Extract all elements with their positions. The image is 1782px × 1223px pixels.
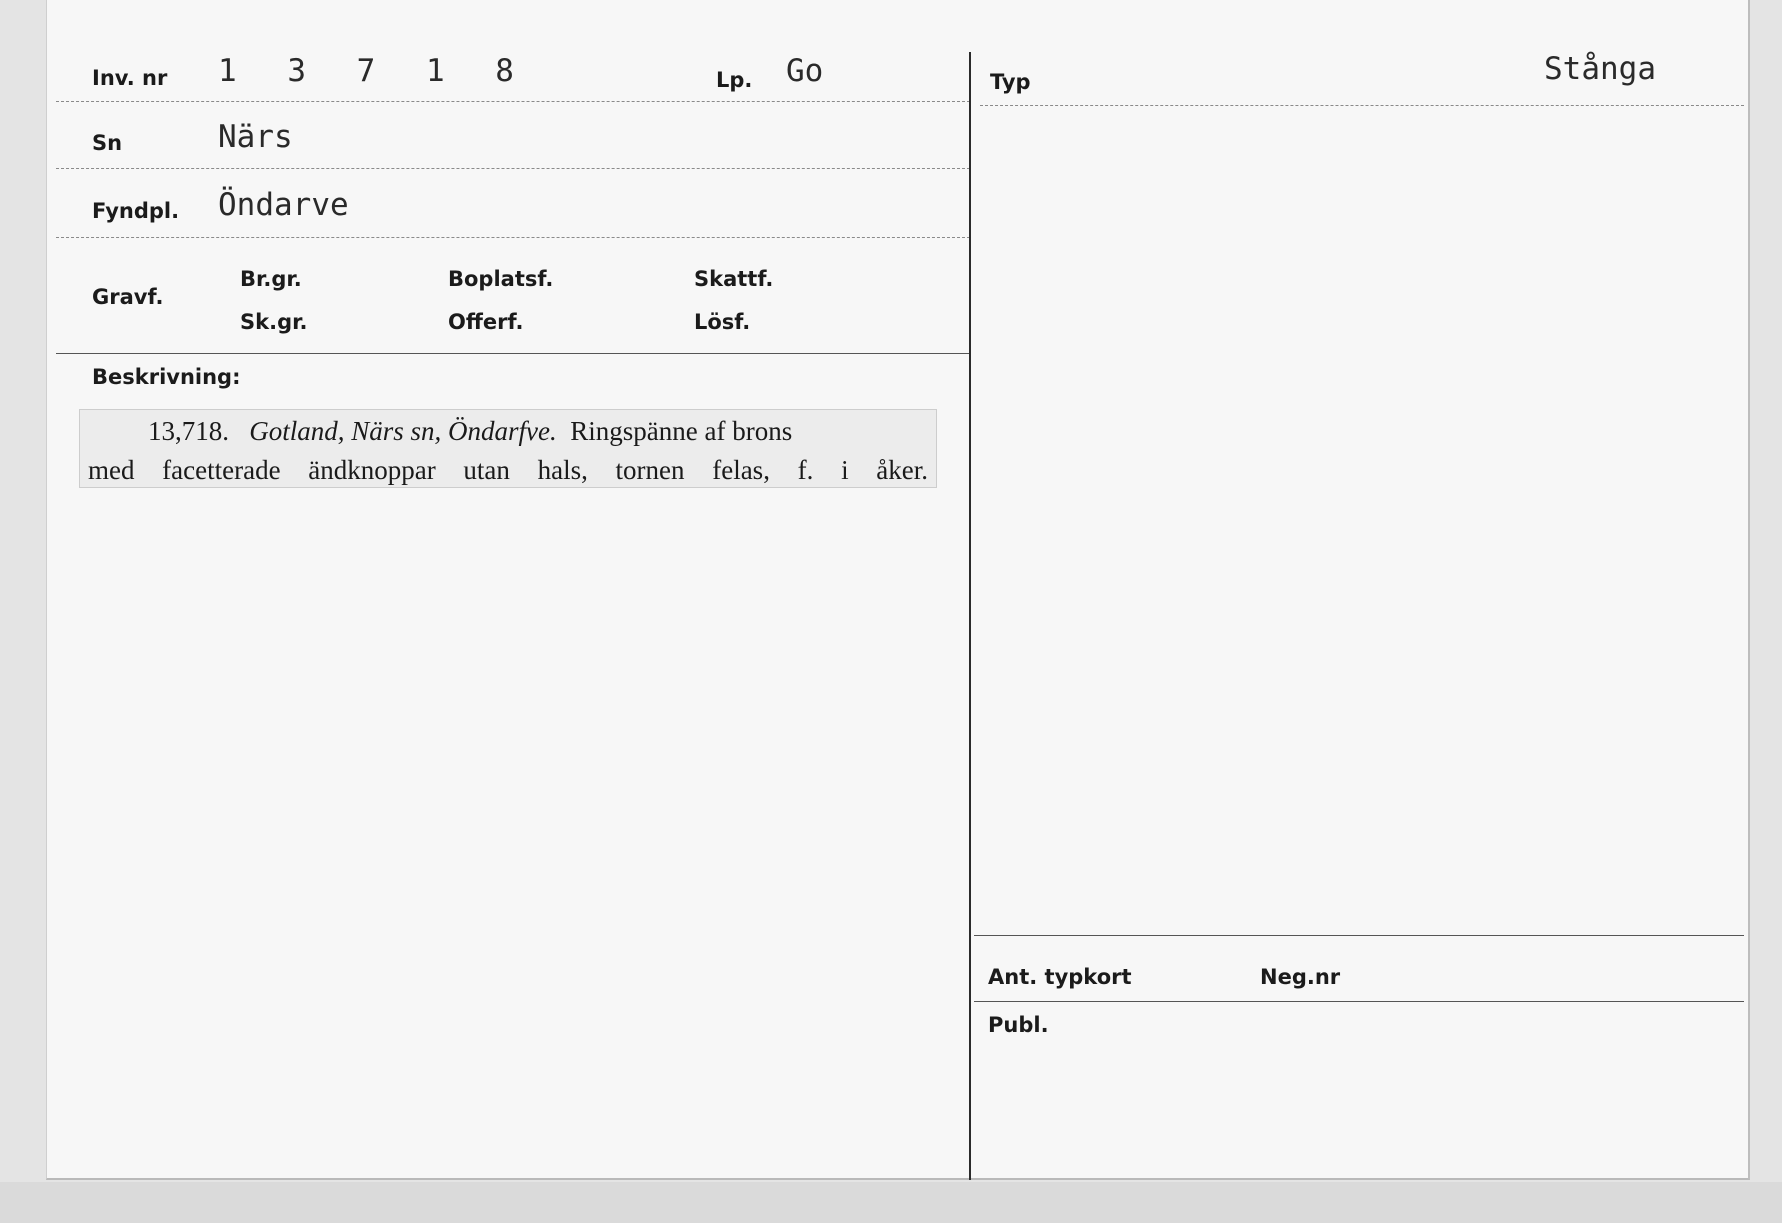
description-place: Gotland, [249,416,345,446]
typ-label: Typ [990,70,1031,94]
inv-nr-label: Inv. nr [92,66,168,90]
sn-label: Sn [92,131,123,155]
losf-label: Lösf. [694,310,751,334]
typ-divider [980,105,1744,106]
row-divider-4 [56,353,970,354]
inv-nr-value: 1 3 7 1 8 [218,53,530,89]
skattf-label: Skattf. [694,267,774,291]
lp-value: Go [786,53,824,89]
br-gr-label: Br.gr. [240,267,302,291]
catalog-card [46,0,1750,1180]
row-divider-2 [56,168,970,169]
boplatsf-label: Boplatsf. [448,267,554,291]
sn-value: Närs [218,119,293,155]
scan-background-strip [0,1182,1782,1223]
ant-typkort-label: Ant. typkort [988,965,1132,989]
description-parish: Närs sn, Öndarfve. [351,416,557,446]
description-clipping [79,409,937,488]
fyndpl-value: Öndarve [218,187,349,223]
description-number: 13,718. [148,416,229,446]
column-divider [969,52,971,1180]
beskrivning-label: Beskrivning: [92,365,241,389]
fyndpl-label: Fyndpl. [92,199,180,223]
lp-label: Lp. [716,68,753,92]
description-line-2: med facetterade ändknoppar utan hals, tornen felas, f. i åker. [88,455,928,485]
gravf-label: Gravf. [92,285,164,309]
description-line-1 [88,412,928,451]
description-object: Ringspänne af brons [570,416,793,446]
lower-section-divider [974,935,1744,936]
neg-nr-label: Neg.nr [1260,965,1341,989]
publ-divider [974,1001,1744,1002]
publ-label: Publ. [988,1013,1049,1037]
offerf-label: Offerf. [448,310,524,334]
row-divider-3 [56,237,970,238]
row-divider-1 [56,101,970,102]
typ-value: Stånga [1544,51,1656,87]
sk-gr-label: Sk.gr. [240,310,308,334]
